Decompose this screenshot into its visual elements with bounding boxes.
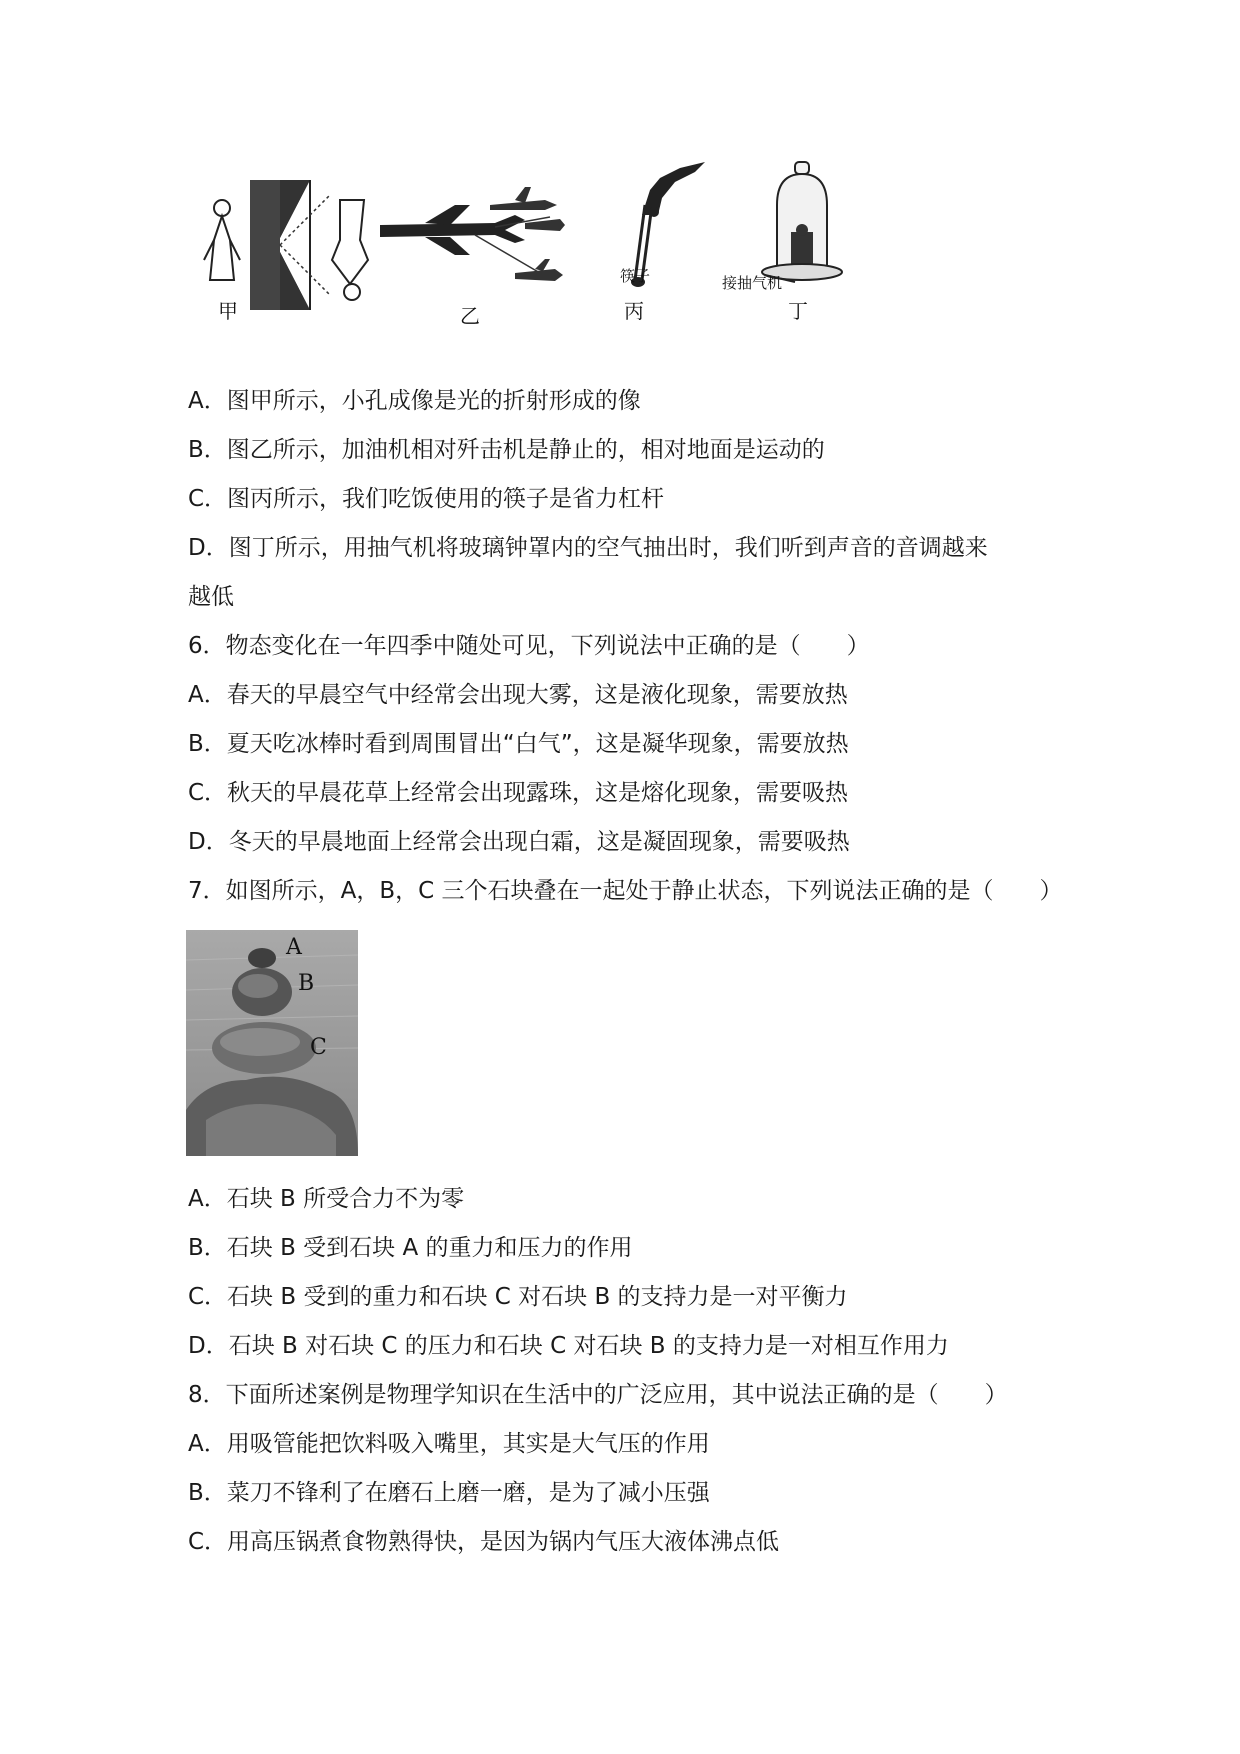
q7-option-c: C．石块 B 受到的重力和石块 C 对石块 B 的支持力是一对平衡力 (188, 1284, 848, 1310)
figure-pinhole-imaging (200, 180, 390, 310)
q5-option-a: A．图甲所示，小孔成像是光的折射形成的像 (188, 388, 641, 414)
stone-stack-photo (186, 930, 358, 1156)
q7-option-a: A．石块 B 所受合力不为零 (188, 1186, 465, 1212)
pump-caption: 接抽气机 (722, 274, 783, 292)
stone-label-a: A (286, 935, 302, 960)
q5-option-d: D．图丁所示，用抽气机将玻璃钟罩内的空气抽出时，我们听到声音的音调越来 (188, 535, 988, 561)
chopsticks-caption: 筷子 (620, 267, 651, 285)
figure-label-jia: 甲 (218, 299, 238, 323)
figure-label-bing: 丙 (624, 299, 644, 323)
q6-option-a: A．春天的早晨空气中经常会出现大雾，这是液化现象，需要放热 (188, 682, 848, 708)
q6-option-d: D．冬天的早晨地面上经常会出现白霜，这是凝固现象，需要吸热 (188, 829, 850, 855)
q5-option-c: C．图丙所示，我们吃饭使用的筷子是省力杠杆 (188, 486, 665, 512)
q6-stem: 6．物态变化在一年四季中随处可见，下列说法中正确的是（ ） (188, 633, 870, 659)
q7-option-d: D．石块 B 对石块 C 的压力和石块 C 对石块 B 的支持力是一对相互作用力 (188, 1333, 949, 1359)
figure-label-yi: 乙 (460, 304, 480, 328)
q7-stem: 7．如图所示，A，B，C 三个石块叠在一起处于静止状态，下列说法正确的是（ ） (188, 878, 1063, 904)
figure-row-q5 (180, 160, 940, 360)
q5-option-d-continued: 越低 (188, 584, 234, 610)
figure-refueling-aircraft (375, 175, 565, 290)
q8-option-c: C．用高压锅煮食物熟得快，是因为锅内气压大液体沸点低 (188, 1529, 780, 1555)
q6-option-c: C．秋天的早晨花草上经常会出现露珠，这是熔化现象，需要吸热 (188, 780, 849, 806)
stone-label-b: B (298, 971, 315, 996)
q8-stem: 8．下面所述案例是物理学知识在生活中的广泛应用，其中说法正确的是（ ） (188, 1382, 1008, 1408)
q8-option-b: B．菜刀不锋利了在磨石上磨一磨，是为了减小压强 (188, 1480, 710, 1506)
q6-option-b: B．夏天吃冰棒时看到周围冒出“白气”，这是凝华现象，需要放热 (188, 731, 849, 757)
stone-label-c: C (310, 1035, 327, 1060)
figure-label-ding: 丁 (788, 299, 808, 323)
q5-option-b: B．图乙所示，加油机相对歼击机是静止的，相对地面是运动的 (188, 437, 825, 463)
q7-option-b: B．石块 B 受到石块 A 的重力和压力的作用 (188, 1235, 633, 1261)
q8-option-a: A．用吸管能把饮料吸入嘴里，其实是大气压的作用 (188, 1431, 710, 1457)
